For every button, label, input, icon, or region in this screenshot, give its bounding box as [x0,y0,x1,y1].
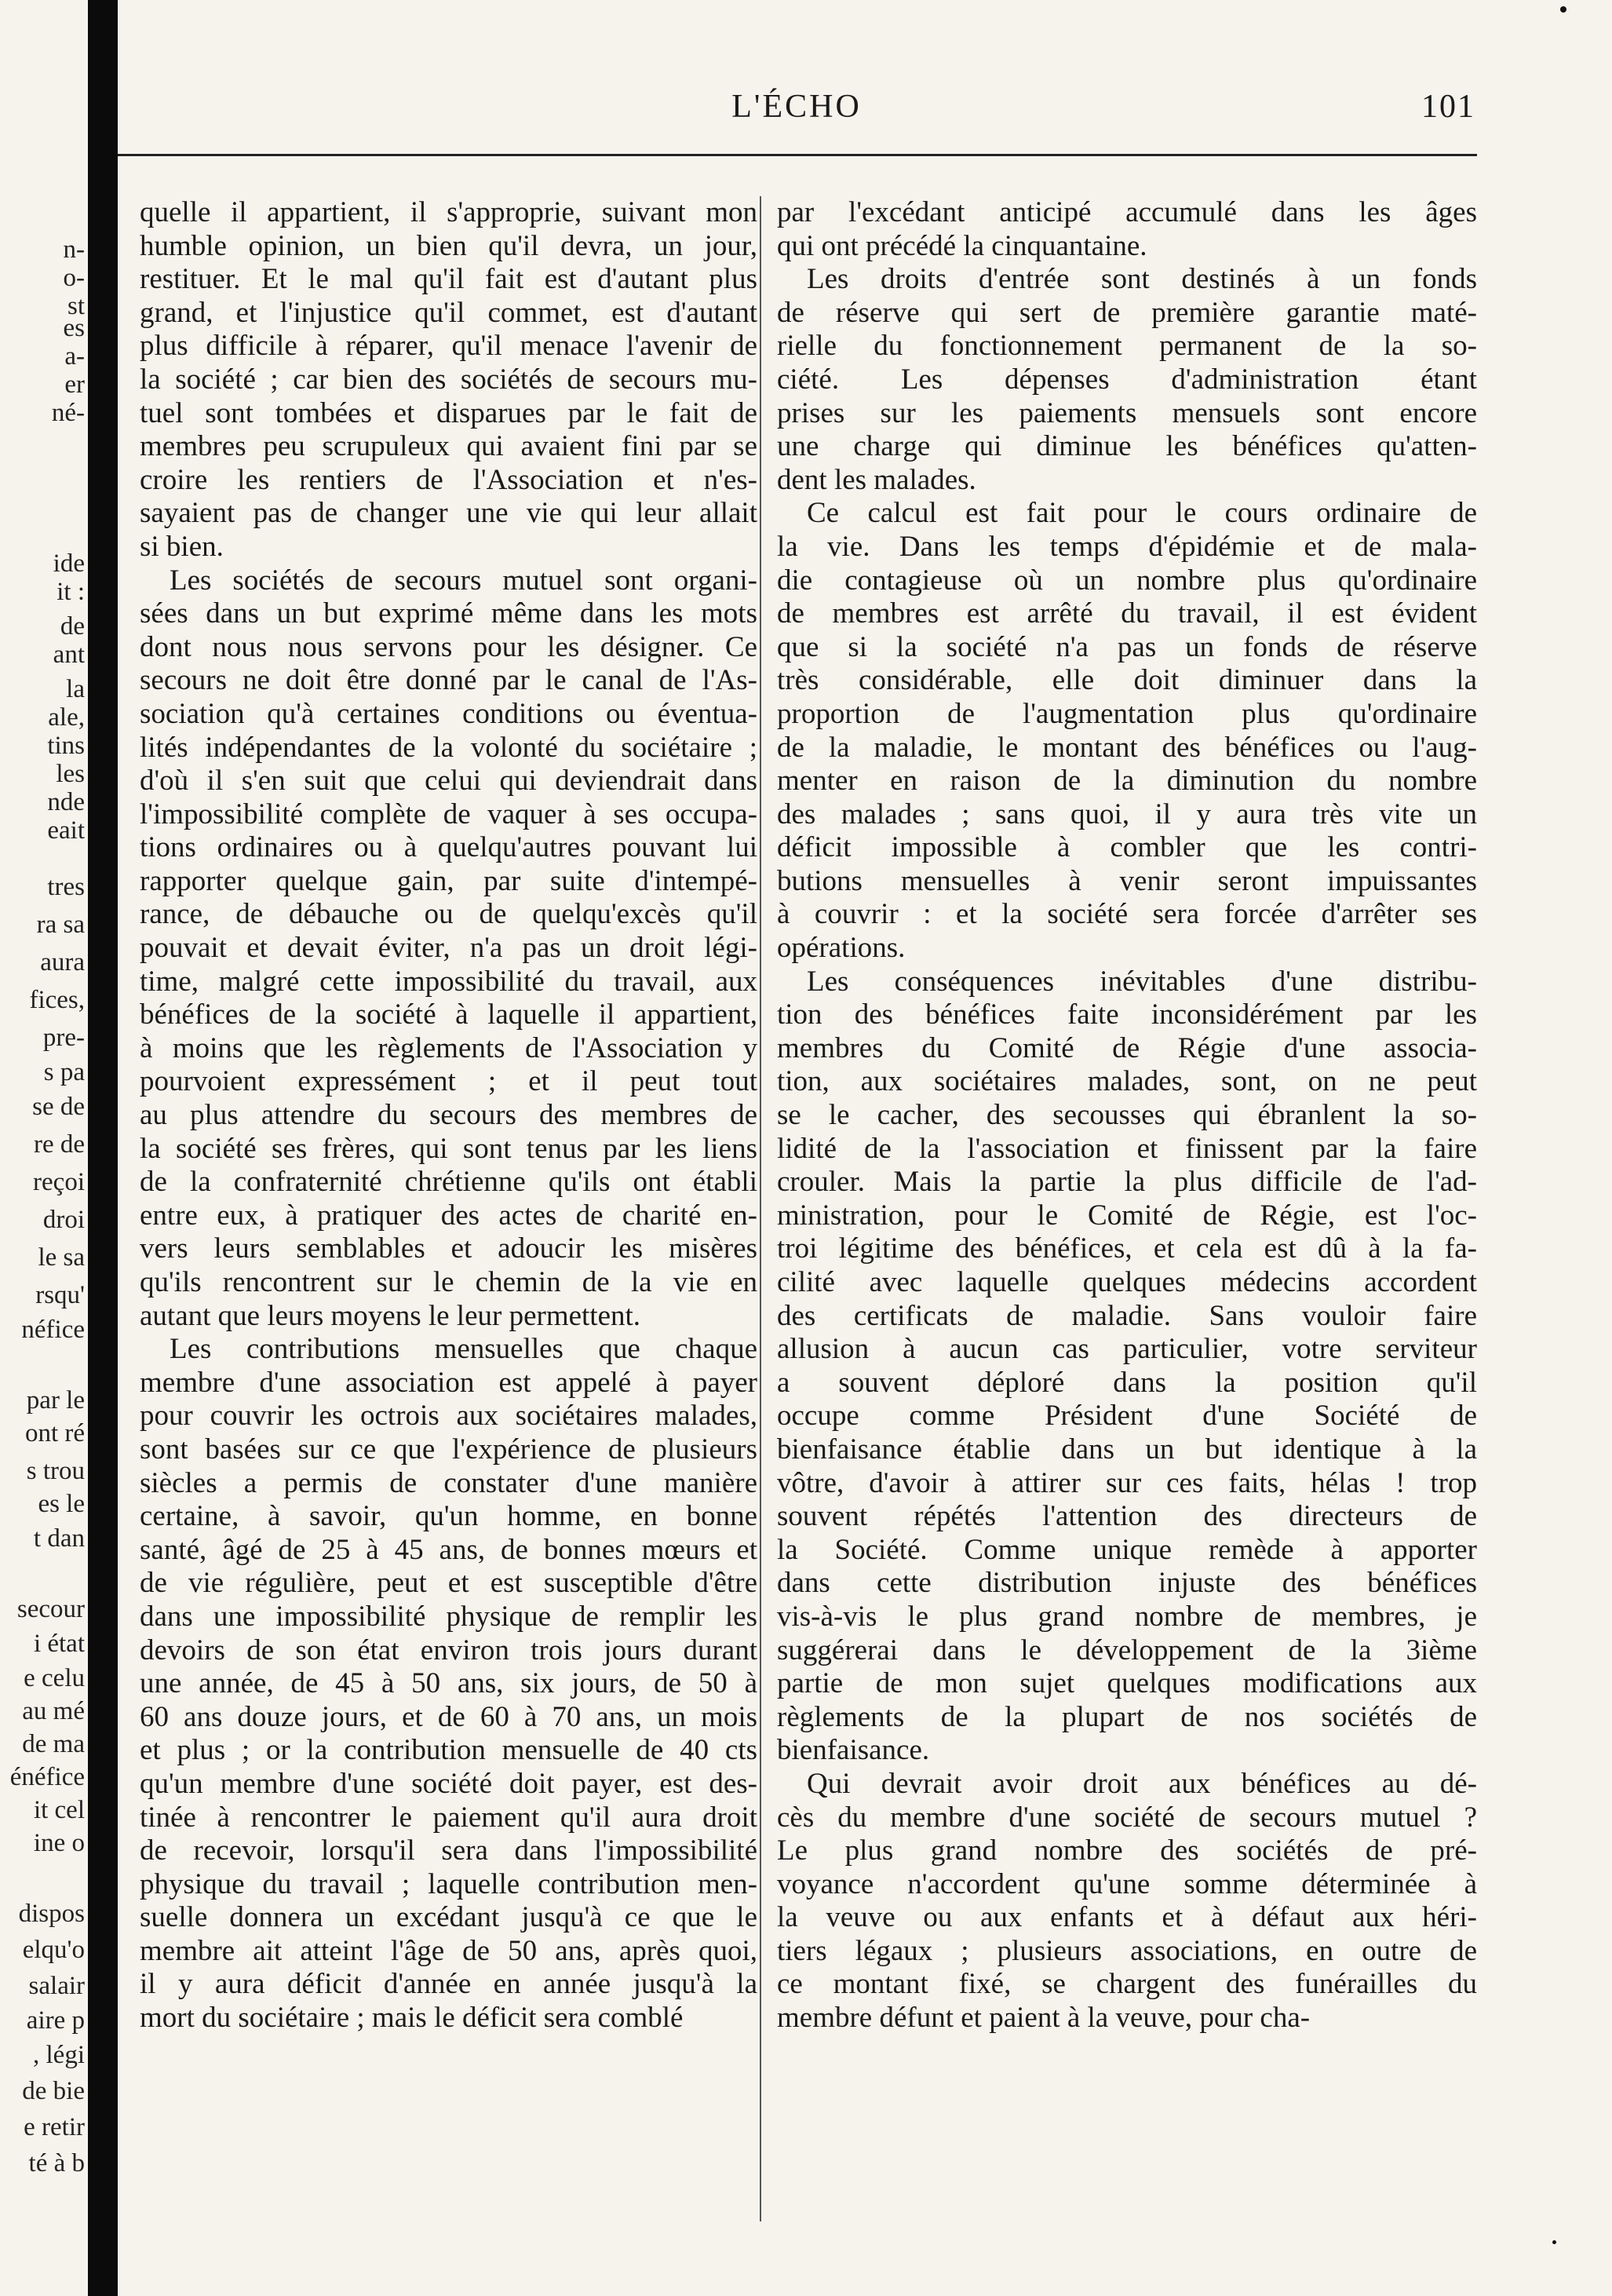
text-line: à couvrir : et la société sera forcée d'arrêter ses [777,898,1477,931]
bleed-fragment: droi [42,1206,85,1234]
text-line: que si la société n'a pas un fonds de réserve [777,630,1477,663]
bleed-fragment: tins [47,732,85,760]
text-line: tion, aux sociétaires malades, sont, on ne peut [777,1065,1477,1098]
bleed-fragment: ine o [33,1829,85,1857]
bleed-fragment: par le [26,1386,85,1414]
text-line: déficit impossible à combler que les contri- [777,831,1477,864]
text-line: bénéfices de la société à laquelle il appartient, [140,998,757,1031]
text-line: membres du Comité de Régie d'une associa- [777,1031,1477,1064]
text-line: tion des bénéfices faite inconsidérément par les [777,998,1477,1031]
text-line: pourvoient expressément ; et il peut tout [140,1065,757,1098]
text-line: lités indépendantes de la volonté du sociétaire ; [140,731,757,764]
paragraph [140,196,757,564]
text-line: occupe comme Président d'une Société de [777,1400,1477,1433]
text-line: 60 ans douze jours, et de 60 à 70 ans, un mois [140,1700,757,1733]
bleed-fragment: reçoi [33,1168,85,1196]
text-line: dans cette distribution injuste des bénéfices [777,1567,1477,1600]
text-line: très considérable, elle doit diminuer dans la [777,664,1477,697]
text-line: secours ne doit être donné par le canal de l'As- [140,664,757,697]
bleed-fragment: fices, [29,986,85,1014]
bleed-fragment: aire p [26,2006,85,2035]
text-line: rapporter quelque gain, par suite d'intempé- [140,864,757,897]
text-line: la veuve ou aux enfants et à défaut aux héri- [777,1901,1477,1934]
page-title: L'ÉCHO [731,89,862,125]
bleed-fragment: se de [32,1093,85,1121]
text-line: ciété. Les dépenses d'administration étant [777,363,1477,396]
bleed-fragment: s trou [26,1457,85,1485]
text-line: Le plus grand nombre des sociétés de pré- [777,1834,1477,1867]
text-line: prises sur les paiements mensuels sont encore [777,396,1477,429]
bleed-fragment: ale, [48,703,85,732]
text-line: time, malgré cette impossibilité du travail, aux [140,965,757,998]
text-line: menter en raison de la diminution du nombre [777,765,1477,798]
text-line: allusion à aucun cas particulier, votre serviteur [777,1333,1477,1366]
text-line: membre défunt et paient à la veuve, pour cha- [777,2002,1311,2035]
text-line: la vie. Dans les temps d'épidémie et de mala- [777,530,1477,563]
text-line: cilité avec laquelle quelques médecins accordent [777,1266,1477,1298]
bleed-fragment: de [60,612,85,641]
text-line: et plus ; or la contribution mensuelle de 40 cts [140,1734,757,1767]
text-line: la société ; car bien des sociétés de secours mu- [140,363,757,396]
bleed-fragment: elqu'o [22,1936,85,1964]
text-line: de la confraternité chrétienne qu'ils ont établi [140,1166,757,1199]
text-line: Les droits d'entrée sont destinés à un fonds [807,263,1477,296]
text-line: bienfaisance. [777,1734,930,1767]
header-rule [118,154,1477,156]
text-line: bienfaisance établie dans un but identique à la [777,1433,1477,1466]
text-line: vis-à-vis le plus grand nombre de membres, je [777,1600,1477,1633]
paragraph [777,263,1477,497]
bleed-fragment: de ma [22,1730,85,1758]
bleed-fragment: it cel [33,1796,85,1824]
bleed-fragment: ide [53,549,85,578]
bleed-fragment: né- [51,399,85,427]
right-column [777,196,1477,2035]
text-line: restituer. Et le mal qu'il fait est d'autant plus [140,263,757,296]
text-line: sociation qu'à certaines conditions ou éventua- [140,697,757,730]
text-line: sées dans un but exprimé même dans les mots [140,597,757,630]
bleed-fragment: dispos [18,1900,85,1928]
text-line: d'où il s'en suit que celui qui deviendrait dans [140,765,757,798]
text-line: plus difficile à réparer, qu'il menace l'avenir de [140,330,757,363]
text-line: santé, âgé de 25 à 45 ans, de bonnes mœurs et [140,1533,757,1566]
text-line: proportion de l'augmentation plus qu'ordinaire [777,697,1477,730]
text-line: siècles a permis de constater d'une manière [140,1466,757,1499]
bleed-fragment: la [66,675,85,703]
text-line: opérations. [777,932,906,965]
paragraph [777,965,1477,1768]
text-line: tinée à rencontrer le paiement qu'il aura droit [140,1801,757,1834]
text-line: des certificats de maladie. Sans vouloir faire [777,1299,1477,1332]
bleed-fragment: nde [47,788,85,816]
text-line: vers leurs semblables et adoucir les misères [140,1232,757,1265]
bleed-fragment: au mé [22,1697,85,1725]
bleed-fragment: ont ré [24,1419,85,1447]
text-line: physique du travail ; laquelle contribution men- [140,1867,757,1900]
text-line: quelle il appartient, il s'approprie, suivant mon [140,196,757,228]
text-line: lidité de la l'association et finissent par la faire [777,1132,1477,1165]
bleed-fragment: le sa [38,1243,85,1272]
text-line: tions ordinaires ou à quelqu'autres pouvant lui [140,831,757,864]
text-line: sont basées sur ce que l'expérience de plusieurs [140,1433,757,1466]
bleed-fragment: re de [33,1130,85,1159]
bleed-fragment: aura [40,948,85,976]
adjacent-page-bleed [0,0,88,2296]
paragraph [777,497,1477,965]
text-line: souvent répétés l'attention des directeurs de [777,1500,1477,1533]
running-head [118,86,1475,126]
text-line: vôtre, d'avoir à attirer sur ces faits, hélas ! trop [777,1466,1477,1499]
text-line: la société ses frères, qui sont tenus par les liens [140,1132,757,1165]
text-line: butions mensuelles à venir seront impuissantes [777,864,1477,897]
text-line: dont nous nous servons pour les désigner. Ce [140,630,757,663]
text-line: pouvait et devait éviter, n'a pas un droit légi- [140,932,757,965]
text-line: certaine, à savoir, qu'un homme, en bonne [140,1500,757,1533]
bleed-fragment: néfice [21,1316,85,1344]
text-line: qu'ils rencontrent sur le chemin de la vie en [140,1266,757,1298]
text-line: Les conséquences inévitables d'une distribu- [807,965,1477,998]
text-line: membre d'une association est appelé à payer [140,1366,757,1399]
text-line: crouler. Mais la partie la plus difficile de l'ad- [777,1166,1477,1199]
bleed-fragment: es le [38,1490,85,1518]
text-line: règlements de la plupart de nos sociétés de [777,1700,1477,1733]
paragraph [777,196,1477,263]
text-line: ce montant fixé, se chargent des funérailles du [777,1968,1477,2001]
text-line: la Société. Comme unique remède à apporter [777,1533,1477,1566]
text-line: de la maladie, le montant des bénéfices ou l'aug- [777,731,1477,764]
bleed-fragment: t dan [33,1524,85,1553]
text-line: tuel sont tombées et disparues par le fait de [140,396,757,429]
text-line: Les contributions mensuelles que chaque [170,1333,757,1366]
bleed-fragment: o- [63,264,85,292]
text-line: Les sociétés de secours mutuel sont organi- [170,564,757,597]
bleed-fragment: ra sa [36,911,85,939]
text-line: mort du sociétaire ; mais le déficit sera comblé [140,2002,684,2035]
text-line: humble opinion, un bien qu'il devra, un jour, [140,229,757,262]
bleed-fragment: les [56,760,85,788]
ink-speck [1560,6,1566,13]
bleed-fragment: n- [63,235,85,264]
paragraph [777,1768,1477,2035]
text-line: entre eux, à pratiquer des actes de charité en- [140,1199,757,1232]
text-line: il y aura déficit d'année en année jusqu'à la [140,1968,757,2001]
bleed-fragment: eait [47,816,85,845]
bleed-fragment: s pa [43,1058,85,1086]
text-line: de vie régulière, peut et est susceptible d'être [140,1567,757,1600]
bleed-fragment: a- [64,342,85,370]
text-line: rance, de débauche ou de quelqu'excès qu'il [140,898,757,931]
column-divider [760,196,761,2221]
text-line: Ce calcul est fait pour le cours ordinaire de [807,497,1477,530]
text-line: de recevoir, lorsqu'il sera dans l'impossibilité [140,1834,757,1867]
text-line: se le cacher, des secousses qui ébranlent la so- [777,1099,1477,1132]
text-line: suggérerai dans le développement de la 3ième [777,1633,1477,1666]
text-line: des malades ; sans quoi, il y aura très vite un [777,798,1477,830]
text-line: dent les malades. [777,463,976,496]
bleed-fragment: pre- [42,1024,85,1052]
bleed-fragment: secour [16,1595,85,1623]
text-line: pour couvrir les octrois aux sociétaires malades, [140,1400,757,1433]
text-line: dans une impossibilité physique de remplir les [140,1600,757,1633]
bleed-fragment: de bie [22,2077,85,2105]
text-line: autant que leurs moyens le leur permettent. [140,1299,641,1332]
text-line: une charge qui diminue les bénéfices qu'atten- [777,430,1477,463]
left-column [140,196,757,2035]
text-line: voyance n'accordent qu'une somme déterminée à [777,1867,1477,1900]
binding-shadow [88,0,118,2296]
bleed-fragment: rsqu' [35,1281,85,1309]
paragraph [140,1333,757,2035]
bleed-fragment: énéfice [9,1763,85,1791]
text-line: a souvent déploré dans la position qu'il [777,1366,1477,1399]
text-line: sayaient pas de changer une vie qui leur allait [140,497,757,530]
text-line: suelle donnera un excédant jusqu'à ce que le [140,1901,757,1934]
bleed-fragment: e retir [24,2113,85,2141]
bleed-fragment: st [67,292,85,320]
bleed-fragment: e celu [24,1664,85,1692]
text-line: croire les rentiers de l'Association et n'es- [140,463,757,496]
bleed-fragment: it : [57,578,85,606]
text-line: rielle du fonctionnement permanent de la so- [777,330,1477,363]
paragraph [140,564,757,1334]
text-line: membres peu scrupuleux qui avaient fini par se [140,430,757,463]
bleed-fragment: i état [33,1630,85,1658]
text-line: qui ont précédé la cinquantaine. [777,229,1147,262]
text-line: ministration, pour le Comité de Régie, est l'oc- [777,1199,1477,1232]
text-line: troi légitime des bénéfices, et cela est dû à la fa- [777,1232,1477,1265]
text-line: die contagieuse où un nombre plus qu'ordinaire [777,564,1477,597]
text-line: l'impossibilité complète de vaquer à ses occupa- [140,798,757,830]
text-line: au plus attendre du secours des membres de [140,1099,757,1132]
text-line: de membres est arrêté du travail, il est évident [777,597,1477,630]
text-line: si bien. [140,530,224,563]
text-line: par l'excédant anticipé accumulé dans les âges [777,196,1477,228]
text-line: membre ait atteint l'âge de 50 ans, après quoi, [140,1934,757,1967]
text-line: tiers légaux ; plusieurs associations, en outre de [777,1934,1477,1967]
text-line: une année, de 45 à 50 ans, six jours, de 50 à [140,1667,757,1700]
bleed-fragment: salair [28,1972,85,2000]
text-line: partie de mon sujet quelques modifications aux [777,1667,1477,1700]
bleed-fragment: ant [53,641,85,669]
text-line: de réserve qui sert de première garantie maté- [777,296,1477,329]
ink-speck [1552,2240,1556,2244]
page-number: 101 [1421,89,1475,125]
bleed-fragment: es [63,314,85,342]
text-line: qu'un membre d'une société doit payer, est des- [140,1767,757,1800]
text-line: cès du membre d'une société de secours mutuel ? [777,1801,1477,1834]
text-line: à moins que les règlements de l'Association y [140,1031,757,1064]
text-line: devoirs de son état environ trois jours durant [140,1633,757,1666]
bleed-fragment: er [64,370,85,399]
bleed-fragment: tres [47,873,85,901]
text-line: Qui devrait avoir droit aux bénéfices au dé- [807,1767,1477,1800]
bleed-fragment: té à b [28,2149,85,2177]
bleed-fragment: , légi [33,2041,85,2069]
text-line: grand, et l'injustice qu'il commet, est d'autant [140,296,757,329]
